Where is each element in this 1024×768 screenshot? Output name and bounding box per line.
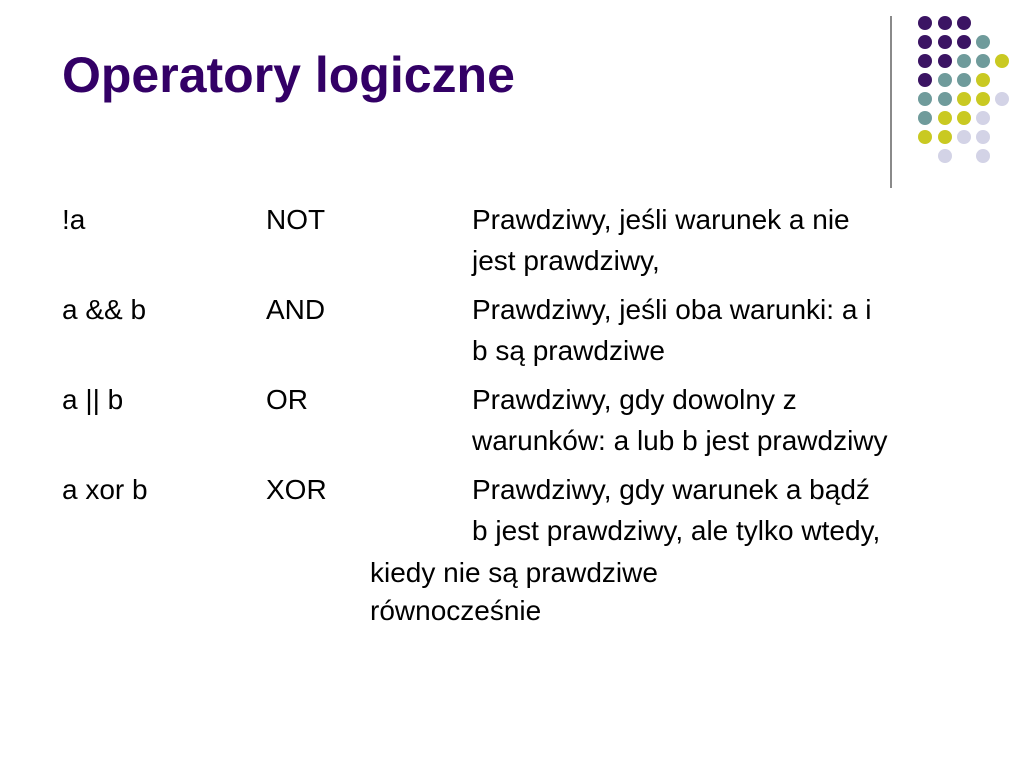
- operator-symbol: a || b: [62, 384, 124, 415]
- decorative-dot: [957, 111, 971, 125]
- decorative-dot: [957, 92, 971, 106]
- operator-description-line: b jest prawdziwy, ale tylko wtedy,: [472, 515, 881, 546]
- operator-description-line: Prawdziwy, jeśli oba warunki: a i: [472, 294, 872, 325]
- operator-name: OR: [266, 384, 308, 415]
- decorative-dot: [938, 130, 952, 144]
- decorative-dot: [938, 92, 952, 106]
- operator-name: AND: [266, 294, 326, 325]
- decorative-dot: [957, 16, 971, 30]
- decorative-dot: [976, 92, 990, 106]
- operator-description-line: b są prawdziwe: [472, 335, 665, 366]
- decorative-dot: [918, 54, 932, 68]
- decorative-dot: [976, 130, 990, 144]
- decorative-dot: [995, 54, 1009, 68]
- decorative-dot: [938, 54, 952, 68]
- operator-description-line: Prawdziwy, gdy dowolny z: [472, 384, 797, 415]
- decorative-dot: [976, 54, 990, 68]
- decorative-dot: [976, 73, 990, 87]
- decorative-dot: [918, 73, 932, 87]
- decorative-dot: [938, 35, 952, 49]
- operator-description-line: Prawdziwy, jeśli warunek a nie: [472, 204, 850, 235]
- vertical-divider: [890, 16, 892, 188]
- decorative-dot: [918, 111, 932, 125]
- decorative-dot: [918, 130, 932, 144]
- decorative-dot: [976, 35, 990, 49]
- decorative-dot: [957, 73, 971, 87]
- operator-name: XOR: [266, 474, 327, 505]
- decorative-dot: [938, 111, 952, 125]
- decorative-dot: [995, 92, 1009, 106]
- decorative-dot: [938, 149, 952, 163]
- operator-description-line: kiedy nie są prawdziwe: [370, 557, 658, 588]
- decorative-dot: [938, 73, 952, 87]
- decorative-dot: [957, 54, 971, 68]
- operator-symbol: a xor b: [62, 474, 148, 505]
- decorative-dot: [918, 92, 932, 106]
- operator-description-line: Prawdziwy, gdy warunek a bądź: [472, 474, 870, 505]
- operator-description-line: równocześnie: [370, 595, 542, 626]
- operator-symbol: a && b: [62, 294, 147, 325]
- decorative-dot: [918, 16, 932, 30]
- decorative-dot: [957, 130, 971, 144]
- operator-symbol: !a: [62, 204, 86, 235]
- operator-name: NOT: [266, 204, 326, 235]
- slide-title: Operatory logiczne: [62, 47, 515, 103]
- decorative-dot: [976, 111, 990, 125]
- operator-description-line: warunków: a lub b jest prawdziwy: [472, 425, 888, 456]
- decorative-dot: [976, 149, 990, 163]
- decorative-dot: [938, 16, 952, 30]
- decorative-dot-grid: [900, 8, 1010, 168]
- decorative-dot: [918, 35, 932, 49]
- operator-description-line: jest prawdziwy,: [472, 245, 660, 276]
- decorative-dot: [957, 35, 971, 49]
